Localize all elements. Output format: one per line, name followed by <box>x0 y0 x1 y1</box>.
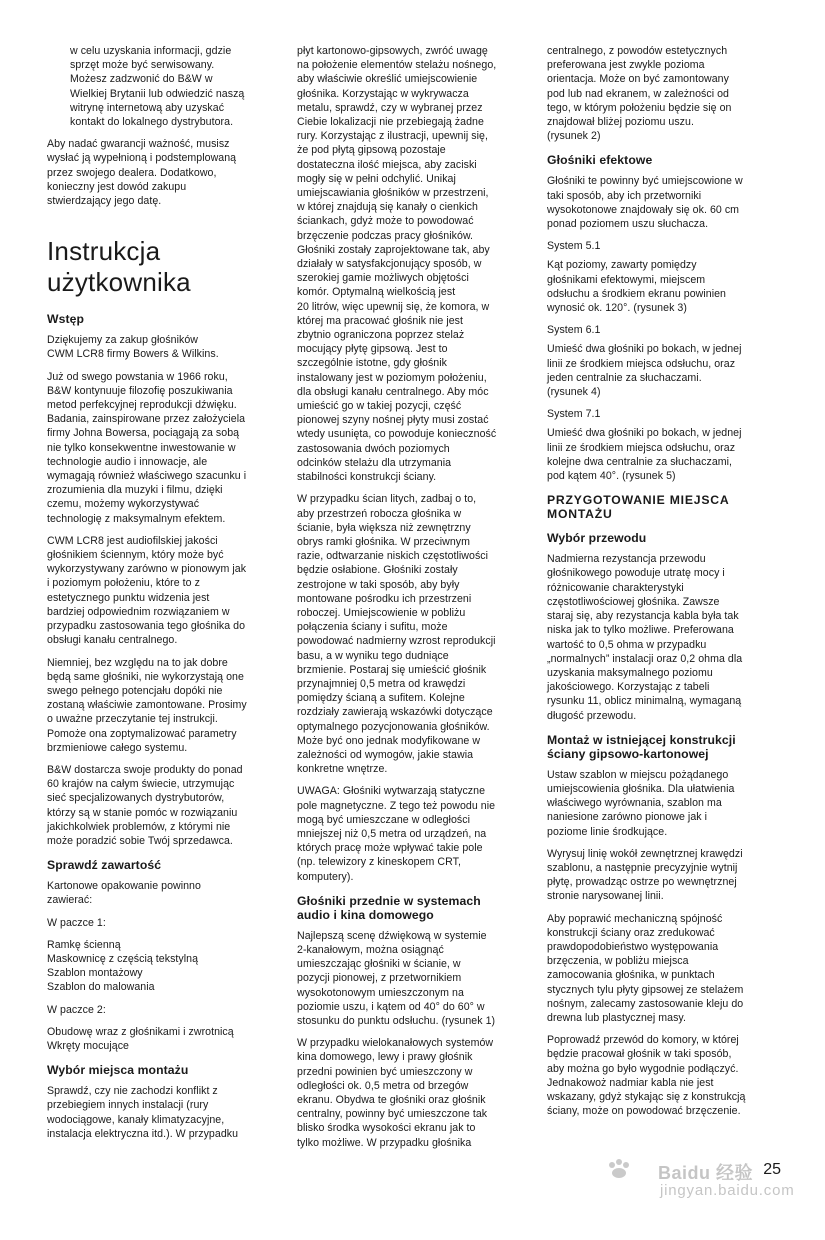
heading-preparation: PRZYGOTOWANIE MIEJSCA MONTAŻU <box>547 493 730 522</box>
paragraph-cable: Poprowadź przewód do komory, w której będzie pracował głośnik w taki sposób, aby można go było wygodnie podłączyć. Jednakowoż nadmiar kabla nie jest wskazany, gdyż stykając się z konstrukcją ściany, może on powodować brzęczenie. <box>547 1034 746 1118</box>
package-1-items: Ramkę ścienną Maskownicę z częścią tekstylną Szablon montażowy Szablon do malowania <box>47 938 199 994</box>
watermark-url: jingyan.baidu.com <box>660 1182 795 1199</box>
heading-mounting: Montaż w istniejącej konstrukcji ściany gipsowo-kartonowej <box>547 732 736 761</box>
package-2-items: Obudowę wraz z głośnikami i zwrotnicą Wkręty mocujące <box>47 1025 234 1052</box>
paragraph-drywall: płyt kartonowo-gipsowych, zwróć uwagę na położenie elementów stelażu nośnego, aby właściwie określić umiejscowienie głośnika. Korzystając w wykrywacza metalu, sprawdź, czy w wybranej przez Ciebie lokalizacji nie przebiegają żadne rury. Korzystając z ilustracji, upewnij się, że pod płytą gipsową pozostaje dostateczna ilość miejsca, aby zaciski mogły się w pełni odchylić. Unikaj umiejscawiania głośników w przestrzeni, w której znajdują się kanały o cienkich ściankach, gdyż może to powodować brzęczenie podczas pracy głośników. Głośniki zostały zaprojektowane tak, aby działały w satysfakcjonujący sposób, w szerokiej gamie możliwych objętości komór. Optymalną wielkością jest 20 litrów, więc upewnij się, że komora, w której ma pracować głośnik nie jest zbytnio ograniczona poprzez stelaż mocujący płytę gipsową. Jest to szczególnie istotne, gdy głośnik instalowany jest w poziomym położeniu, dla obsługi kanału centralnego. Aby móc umieścić go w takiej pozycji, część pionowej szyny nośnej płyty musi zostać wtedy usunięta, co powoduje konieczność zastosowania dwóch poziomych odcinków stelażu dla utrzymania stabilności konstrukcji ściany. <box>297 45 497 484</box>
heading-contents: Sprawdź zawartość <box>47 858 162 873</box>
page-number: 25 <box>763 1161 781 1178</box>
paragraph-location: Sprawdź, czy nie zachodzi konflikt z przebiegiem innych instalacji (rury wodociągowe, kanały klimatyzacyjne, instalacja elektryczna itd.). W przypadku <box>47 1085 239 1140</box>
column-2 <box>297 44 532 1158</box>
heading-front-speakers: Głośniki przednie w systemach audio i kina domowego <box>297 893 481 922</box>
paw-icon <box>602 1158 656 1180</box>
label-system-5-1: System 5.1 <box>547 240 601 253</box>
paragraph-warning: UWAGA: Głośniki wytwarzają statyczne pole magnetyczne. Z tego też powodu nie mogą być umieszczane w odległości mniejszej niż 0,5 metra od urządzeń, na których pracę może wpływać takie pole (np. telewizory z kineskopem CRT, komputery). <box>297 785 496 883</box>
paragraph-multichannel: W przypadku wielokanałowych systemów kina domowego, lewy i prawy głośnik przedni powinien być umieszczony w odległości ok. 0,5 metra od brzegów ekranu. Obydwa te głośniki oraz głośnik centralny, powinny być umieszczone tak blisko środka wysokości ekranu jak to tylko możliwe. W przypadku głośnika <box>297 1037 494 1149</box>
paragraph-stereo: Najlepszą scenę dźwiękową w systemie 2-kanałowym, można osiągnąć umieszczając głośniki w ścianie, w pozycji pionowej, z przetwornikiem wysokotonowym umieszczonym na poziomie uszu, i kątem od 40° do 60° w stosunku do punktu odsłuchu. (rysunek 1) <box>297 929 496 1027</box>
paragraph-template: Ustaw szablon w miejscu pożądanego umiejscowienia głośnika. Dla ułatwienia właściwego wyrównania, szablon ma naniesione zarówno pionowe jak i poziome linie środkujące. <box>547 768 735 838</box>
column-1 <box>47 44 284 1149</box>
paragraph-solid-walls: W przypadku ścian litych, zadbaj o to, aby przestrzeń robocza głośnika w ścianie, była większa niż zewnętrzny obrys ramki głośnika. W przeciwnym razie, odtwarzanie niskich częstotliwości będzie osłabione. Głośniki zostały zestrojone w taki sposób, aby były montowane pośrodku ich przestrzeni roboczej. Umiejscowienie w pobliżu połączenia ściany i sufitu, może powodować nadmierny wzrost reprodukcji basu, a w wyniku tego dudniące brzmienie. Postaraj się umieścić głośnik przynajmniej 0,5 metra od krawędzi pomiędzy ścianą a sufitem. Kolejne rozdziały zawierają wskazówki dotyczące optymalnego pozycjonowania głośników. Może być ono jednak modyfikowane w zależności od wymogów, jakie stawia konkretne wnętrze. <box>297 493 496 776</box>
paragraph-intro-3: CWM LCR8 jest audiofilskiej jakości głośnikiem ściennym, który może być wykorzystywany zarówno w pionowym jak i poziomym położeniu, które to z estetycznego punktu widzenia jest bardziej odpowiednim rozwiązaniem w przypadku zastosowania tego głośnika do obsługi kanału centralnego. <box>47 534 247 647</box>
paragraph-wire: Nadmierna rezystancja przewodu głośnikowego powoduje utratę mocy i różnicowanie charakterystyki częstotliwościowej głośnika. Zawsze staraj się, aby rezystancja kabla była tak niska jak to tylko możliwe. Preferowana wartość to 0,5 ohma w przypadku „normalnych” instalacji oraz 0,2 ohma dla uzyskania maksymalnego poziomu jakościowego. Korzystając z tabeli rysunku 11, oblicz minimalną, wymaganą długość przewodu. <box>547 553 743 722</box>
heading-location: Wybór miejsca montażu <box>47 1063 189 1078</box>
package-1-label: W paczce 1: <box>47 916 106 929</box>
paragraph-glue: Aby poprawić mechaniczną spójność konstrukcji ściany oraz zredukować prawdopodobieństwo występowania brzęczenia, w pobliżu miejsca zamocowania głośnika, w punktach stycznych tylu płyty gipsowej ze stelażem nośnym, zalecamy zastosowanie kleju do drewna lub plastycznej masy. <box>547 912 744 1024</box>
label-system-6-1: System 6.1 <box>547 324 601 337</box>
paragraph-intro-1: Dziękujemy za zakup głośników CWM LCR8 firmy Bowers & Wilkins. <box>47 334 219 361</box>
paragraph-service-info: w celu uzyskania informacji, gdzie sprzęt może być serwisowany. Możesz zadzwonić do B&W w Wielkiej Brytanii lub odwiedzić naszą witrynę internetową aby uzyskać kontakt do lokalnego dystrybutora. <box>70 45 245 129</box>
paragraph-system-7-1: Umieść dwa głośniki po bokach, w jednej linii ze środkiem miejsca odsłuchu, oraz kolejne dwa centralnie za słuchaczami, pod kątem 40°. (rysunek 5) <box>547 427 742 483</box>
paragraph-warranty: Aby nadać gwarancji ważność, musisz wysłać ją wypełnioną i podstemplowaną przez swojego dealera. Dodatkowo, konieczny jest dowód zakupu stwierdzający jego datę. <box>47 138 237 208</box>
watermark-brand: Baidu 经验 <box>658 1163 754 1183</box>
column-3 <box>547 44 781 1126</box>
heading-effects: Głośniki efektowe <box>547 153 653 168</box>
paragraph-system-6-1: Umieść dwa głośniki po bokach, w jednej linii ze środkiem miejsca odsłuchu, oraz jeden centralnie za słuchaczami. (rysunek 4) <box>547 343 742 399</box>
package-2-label: W paczce 2: <box>47 1003 106 1016</box>
page-title: Instrukcja użytkownika <box>47 236 191 298</box>
paragraph-contents: Kartonowe opakowanie powinno zawierać: <box>47 880 201 907</box>
paragraph-intro-4: Niemniej, bez względu na to jak dobre będą same głośniki, nie wykorzystają one swego pełnego potencjału dopóki nie zostaną właściwie zamontowane. Prosimy o uważne przeczytanie tej instrukcji. Pomoże ona zoptymalizować parametry brzmieniowe całego systemu. <box>47 656 247 754</box>
paragraph-intro-2: Już od swego powstania w 1966 roku, B&W kontynuuje filozofię poszukiwania metod perfekcyjnej reprodukcji dźwięku. Badania, zainspirowane przez założyciela firmy Johna Bowersa, pociągają za sobą nie tylko konsekwentne inwestowanie w technologie audio i innowacje, ale wymagają również właściwego szacunku i zrozumienia dla muzyki i filmu, dzięki czemu, możemy wykorzystywać technologię z maksymalnym efektem. <box>47 370 247 525</box>
paragraph-system-5-1: Kąt poziomy, zawarty pomiędzy głośnikami efektowymi, miejscem odsłuchu a środkiem ekranu powinien wynosić ok. 120°. (rysunek 3) <box>547 259 727 315</box>
heading-intro: Wstęp <box>47 312 85 327</box>
paragraph-cut: Wyrysuj linię wokół zewnętrznej krawędzi szablonu, a następnie precyzyjnie wytnij płytę, prowadząc ostrze po wewnętrznej stronie narysowanej linii. <box>547 847 743 903</box>
paragraph-center: centralnego, z powodów estetycznych preferowana jest zwykle pozioma orientacja. Może on być zamontowany pod lub nad ekranem, w zależności od tego, w którym położeniu będzie się on znajdował bliżej poziomu uszu. (rysunek 2) <box>547 45 732 143</box>
paragraph-intro-5: B&W dostarcza swoje produkty do ponad 60 krajów na całym świecie, utrzymując sieć specjalizowanych dystrybutorów, którzy są w stanie pomóc w rozwiązaniu jakichkolwiek problemów, z którymi nie może poradzić sobie Twój sprzedawca. <box>47 763 243 847</box>
paragraph-effects: Głośniki te powinny być umiejscowione w taki sposób, aby ich przetworniki wysokotonowe znajdowały się ok. 60 cm ponad poziomem uszu słuchacza. <box>547 175 743 231</box>
heading-wire: Wybór przewodu <box>547 531 647 546</box>
label-system-7-1: System 7.1 <box>547 408 601 421</box>
